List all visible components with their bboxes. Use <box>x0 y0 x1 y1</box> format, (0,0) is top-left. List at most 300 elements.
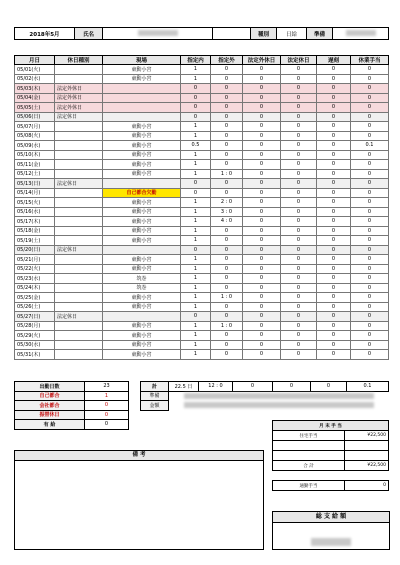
blank-cell <box>273 471 389 481</box>
cell-site: 東動小宮 <box>103 160 181 170</box>
cell-site <box>103 103 181 113</box>
kei-value: 0 <box>233 382 273 392</box>
cell-holiday <box>55 207 103 217</box>
blank-cell <box>273 441 345 451</box>
cell-d: 0 <box>281 122 317 132</box>
cell-holiday <box>55 302 103 312</box>
cell-e: 0 <box>317 74 351 84</box>
table-row <box>15 274 389 284</box>
cell-d: 0 <box>281 65 317 75</box>
cell-f: 0 <box>351 169 389 179</box>
column-header: 休日種別 <box>55 56 103 65</box>
cell-site: 東動小宮 <box>103 74 181 84</box>
cell-d: 0 <box>281 169 317 179</box>
cell-c: 0 <box>243 160 281 170</box>
cell-c: 0 <box>243 312 281 322</box>
cell-e: 0 <box>317 103 351 113</box>
cell-a: 1 <box>181 65 211 75</box>
table-row <box>15 340 389 350</box>
cell-site: 東動小宮 <box>103 340 181 350</box>
cell-b: 1 : 0 <box>211 321 243 331</box>
cell-a: 0 <box>181 112 211 122</box>
allowance-item-value: ¥22,500 <box>345 431 389 441</box>
cell-d: 0 <box>281 255 317 265</box>
cell-f: 0 <box>351 274 389 284</box>
cell-site: 筑巻 <box>103 283 181 293</box>
cell-e: 0 <box>317 340 351 350</box>
cell-date: 05/31(木) <box>15 350 55 360</box>
cell-f: 0 <box>351 179 389 189</box>
kei-value: 22.5 日 <box>169 382 199 392</box>
cell-f: 0 <box>351 93 389 103</box>
cell-date: 05/02(水) <box>15 74 55 84</box>
table-row <box>15 245 389 255</box>
cell-d: 0 <box>281 283 317 293</box>
cell-a: 0 <box>181 103 211 113</box>
cell-d: 0 <box>281 302 317 312</box>
cell-site: 東動小宮 <box>103 264 181 274</box>
remarks-title: 備 考 <box>15 451 263 461</box>
cell-holiday <box>55 131 103 141</box>
cell-c: 0 <box>243 331 281 341</box>
cell-b: 0 <box>211 65 243 75</box>
amt-label: 金額 <box>141 401 169 411</box>
cell-d: 0 <box>281 350 317 360</box>
cell-holiday: 法定外休日 <box>55 84 103 94</box>
redacted-name <box>138 30 178 36</box>
cell-holiday <box>55 169 103 179</box>
cell-site <box>103 179 181 189</box>
cell-a: 1 <box>181 255 211 265</box>
cell-b: 0 <box>211 245 243 255</box>
cell-a: 1 <box>181 236 211 246</box>
cell-e: 0 <box>317 226 351 236</box>
cell-date: 05/03(木) <box>15 84 55 94</box>
cell-date: 05/25(金) <box>15 293 55 303</box>
cell-f: 0 <box>351 131 389 141</box>
cell-e: 0 <box>317 122 351 132</box>
summary-label: 有 給 <box>15 420 85 430</box>
cell-f: 0 <box>351 160 389 170</box>
cell-c: 0 <box>243 141 281 151</box>
cell-holiday <box>55 226 103 236</box>
summary-label: 振替休日 <box>15 410 85 420</box>
cell-date: 05/16(水) <box>15 207 55 217</box>
cell-date: 05/08(火) <box>15 131 55 141</box>
cell-site: 東動小宮 <box>103 350 181 360</box>
summary-value: 1 <box>85 391 129 401</box>
cell-site: 筑巻 <box>103 274 181 284</box>
cell-site: 東動小宮 <box>103 198 181 208</box>
cell-holiday <box>55 340 103 350</box>
cell-e: 0 <box>317 302 351 312</box>
cell-site: 東動小宮 <box>103 131 181 141</box>
cell-c: 0 <box>243 74 281 84</box>
cell-f: 0.1 <box>351 141 389 151</box>
column-header: 指定外 <box>211 56 243 65</box>
cell-site <box>103 93 181 103</box>
cell-date: 05/07(月) <box>15 122 55 132</box>
cell-b: 3 : 0 <box>211 207 243 217</box>
cell-c: 0 <box>243 245 281 255</box>
kei-value: 0.1 <box>347 382 389 392</box>
cell-f: 0 <box>351 226 389 236</box>
kei-value: 12 : 0 <box>199 382 233 392</box>
cell-site: 東動小宮 <box>103 226 181 236</box>
cell-d: 0 <box>281 274 317 284</box>
cell-a: 1 <box>181 226 211 236</box>
cell-date: 05/04(金) <box>15 93 55 103</box>
cell-c: 0 <box>243 302 281 312</box>
cell-b: 1 : 0 <box>211 293 243 303</box>
cell-b: 1 : 0 <box>211 169 243 179</box>
cell-holiday <box>55 283 103 293</box>
summary-row <box>15 420 129 430</box>
summary-row <box>15 382 129 392</box>
cell-d: 0 <box>281 84 317 94</box>
cell-d: 0 <box>281 236 317 246</box>
allowance-item-label: 住宅手当 <box>273 431 345 441</box>
cell-holiday <box>55 274 103 284</box>
total-pay-title: 総 支 給 額 <box>273 512 389 523</box>
cell-d: 0 <box>281 331 317 341</box>
cell-b: 0 <box>211 302 243 312</box>
cell-b: 0 <box>211 141 243 151</box>
summary-row <box>15 410 129 420</box>
cell-d: 0 <box>281 74 317 84</box>
cell-b: 0 <box>211 255 243 265</box>
cell-e: 0 <box>317 236 351 246</box>
cell-d: 0 <box>281 293 317 303</box>
cell-f: 0 <box>351 188 389 198</box>
cell-e: 0 <box>317 274 351 284</box>
cell-c: 0 <box>243 198 281 208</box>
redacted-std <box>346 30 376 36</box>
cell-date: 05/06(日) <box>15 112 55 122</box>
cell-b: 0 <box>211 74 243 84</box>
cell-site: 東動小宮 <box>103 141 181 151</box>
cell-f: 0 <box>351 245 389 255</box>
cell-f: 0 <box>351 150 389 160</box>
cell-c: 0 <box>243 207 281 217</box>
cell-f: 0 <box>351 340 389 350</box>
cell-c: 0 <box>243 255 281 265</box>
table-row <box>15 312 389 322</box>
cell-b: 0 <box>211 93 243 103</box>
cell-holiday <box>55 236 103 246</box>
cell-a: 1 <box>181 264 211 274</box>
cell-date: 05/20(日) <box>15 245 55 255</box>
cell-e: 0 <box>317 188 351 198</box>
cell-site: 東動小宮 <box>103 331 181 341</box>
table-row <box>15 93 389 103</box>
cell-a: 1 <box>181 350 211 360</box>
cell-date: 05/24(木) <box>15 283 55 293</box>
cell-site <box>103 312 181 322</box>
cell-f: 0 <box>351 74 389 84</box>
column-header: 法定休日 <box>281 56 317 65</box>
table-row <box>15 255 389 265</box>
cell-a: 1 <box>181 302 211 312</box>
cell-b: 2 : 0 <box>211 198 243 208</box>
cell-holiday <box>55 198 103 208</box>
cell-c: 0 <box>243 226 281 236</box>
cell-site: 東動小宮 <box>103 150 181 160</box>
cell-b: 0 <box>211 331 243 341</box>
cell-d: 0 <box>281 150 317 160</box>
cell-e: 0 <box>317 160 351 170</box>
period: 2018年5月 <box>15 28 75 40</box>
cell-date: 05/18(金) <box>15 226 55 236</box>
cell-f: 0 <box>351 103 389 113</box>
cell-c: 0 <box>243 169 281 179</box>
cell-holiday: 法定休日 <box>55 245 103 255</box>
cell-c: 0 <box>243 84 281 94</box>
cell-b: 0 <box>211 340 243 350</box>
summary-row <box>15 391 129 401</box>
cell-e: 0 <box>317 198 351 208</box>
allowance-title: 月 末 手 当 <box>273 421 389 431</box>
cell-f: 0 <box>351 65 389 75</box>
cell-site: 東動小宮 <box>103 207 181 217</box>
cell-holiday <box>55 141 103 151</box>
table-row <box>15 150 389 160</box>
cell-b: 0 <box>211 283 243 293</box>
cell-holiday: 法定外休日 <box>55 103 103 113</box>
std-values <box>169 391 389 401</box>
cell-b: 0 <box>211 350 243 360</box>
cell-f: 0 <box>351 112 389 122</box>
cell-e: 0 <box>317 312 351 322</box>
cell-b: 0 <box>211 188 243 198</box>
cell-b: 0 <box>211 103 243 113</box>
cell-a: 0.5 <box>181 141 211 151</box>
summary-label: 出勤日数 <box>15 382 85 392</box>
name-value <box>103 28 213 40</box>
cell-a: 1 <box>181 131 211 141</box>
cell-holiday: 法定外休日 <box>55 93 103 103</box>
travel-label: 通勤手当 <box>273 481 345 491</box>
cell-date: 05/27(日) <box>15 312 55 322</box>
cell-a: 1 <box>181 160 211 170</box>
cell-holiday <box>55 188 103 198</box>
cell-a: 0 <box>181 188 211 198</box>
table-row <box>15 141 389 151</box>
cell-a: 1 <box>181 74 211 84</box>
redacted-std-values <box>184 393 374 399</box>
cell-e: 0 <box>317 150 351 160</box>
cell-b: 0 <box>211 150 243 160</box>
cell-c: 0 <box>243 122 281 132</box>
cell-site: 自己都合欠勤 <box>103 188 181 198</box>
cell-e: 0 <box>317 112 351 122</box>
cell-date: 05/14(月) <box>15 188 55 198</box>
cell-site: 東動小宮 <box>103 293 181 303</box>
cell-f: 0 <box>351 350 389 360</box>
cell-e: 0 <box>317 264 351 274</box>
cell-holiday: 法定休日 <box>55 179 103 189</box>
cell-holiday <box>55 150 103 160</box>
redacted-total-pay <box>311 538 351 546</box>
cell-d: 0 <box>281 112 317 122</box>
column-header: 遅刻 <box>317 56 351 65</box>
table-row <box>15 160 389 170</box>
cell-b: 0 <box>211 160 243 170</box>
cell-d: 0 <box>281 245 317 255</box>
cell-site <box>103 112 181 122</box>
column-header: 休業手当 <box>351 56 389 65</box>
cell-date: 05/11(金) <box>15 160 55 170</box>
cell-e: 0 <box>317 293 351 303</box>
redacted-amt-values <box>184 402 374 408</box>
cell-date: 05/29(火) <box>15 331 55 341</box>
cell-a: 0 <box>181 93 211 103</box>
cell-f: 0 <box>351 122 389 132</box>
blank-cell <box>345 441 389 451</box>
cell-b: 0 <box>211 274 243 284</box>
summary-value: 0 <box>85 420 129 430</box>
std-label: 準備 <box>307 28 333 40</box>
cell-c: 0 <box>243 264 281 274</box>
allowance-sum-value: ¥22,500 <box>345 461 389 471</box>
cell-f: 0 <box>351 321 389 331</box>
cell-a: 1 <box>181 283 211 293</box>
cell-f: 0 <box>351 84 389 94</box>
cell-d: 0 <box>281 198 317 208</box>
cell-f: 0 <box>351 236 389 246</box>
cell-c: 0 <box>243 103 281 113</box>
cell-c: 0 <box>243 65 281 75</box>
cell-e: 0 <box>317 331 351 341</box>
table-row <box>15 207 389 217</box>
blank-cell <box>345 451 389 461</box>
kei-value: 0 <box>311 382 347 392</box>
cell-holiday <box>55 74 103 84</box>
cell-site: 東動小宮 <box>103 321 181 331</box>
cell-site: 東動小宮 <box>103 236 181 246</box>
column-header: 月日 <box>15 56 55 65</box>
spacer-cell <box>213 28 251 40</box>
attendance-table <box>14 55 389 360</box>
cell-site: 東動小宮 <box>103 302 181 312</box>
cell-c: 0 <box>243 283 281 293</box>
summary-value: 23 <box>85 382 129 392</box>
type-label: 種別 <box>251 28 277 40</box>
cell-a: 0 <box>181 179 211 189</box>
column-header: 法定外休日 <box>243 56 281 65</box>
cell-c: 0 <box>243 150 281 160</box>
summary-table <box>14 381 129 430</box>
cell-date: 05/30(水) <box>15 340 55 350</box>
cell-d: 0 <box>281 226 317 236</box>
table-row <box>15 65 389 75</box>
cell-a: 0 <box>181 312 211 322</box>
cell-holiday <box>55 255 103 265</box>
std-label: 準備 <box>141 391 169 401</box>
table-row <box>15 188 389 198</box>
cell-f: 0 <box>351 217 389 227</box>
cell-c: 0 <box>243 350 281 360</box>
table-row <box>15 169 389 179</box>
cell-b: 0 <box>211 84 243 94</box>
cell-date: 05/22(火) <box>15 264 55 274</box>
table-row <box>15 331 389 341</box>
summary-label: 会社都合 <box>15 401 85 411</box>
cell-f: 0 <box>351 198 389 208</box>
cell-site <box>103 245 181 255</box>
cell-d: 0 <box>281 217 317 227</box>
column-header: 現場 <box>103 56 181 65</box>
cell-site: 東動小宮 <box>103 65 181 75</box>
cell-holiday <box>55 217 103 227</box>
allowance-sum-label: 合 計 <box>273 461 345 471</box>
cell-e: 0 <box>317 169 351 179</box>
cell-b: 0 <box>211 312 243 322</box>
summary-label: 自己都合 <box>15 391 85 401</box>
cell-c: 0 <box>243 293 281 303</box>
table-row <box>15 217 389 227</box>
cell-a: 1 <box>181 274 211 284</box>
cell-e: 0 <box>317 84 351 94</box>
cell-a: 0 <box>181 84 211 94</box>
cell-a: 1 <box>181 150 211 160</box>
totals-table <box>140 381 389 411</box>
table-row <box>15 131 389 141</box>
column-header: 指定内 <box>181 56 211 65</box>
cell-c: 0 <box>243 236 281 246</box>
table-row <box>15 198 389 208</box>
cell-holiday <box>55 350 103 360</box>
cell-e: 0 <box>317 245 351 255</box>
cell-f: 0 <box>351 312 389 322</box>
cell-holiday <box>55 264 103 274</box>
cell-holiday <box>55 321 103 331</box>
cell-d: 0 <box>281 321 317 331</box>
table-row <box>15 293 389 303</box>
table-row <box>15 236 389 246</box>
cell-date: 05/13(日) <box>15 179 55 189</box>
cell-e: 0 <box>317 93 351 103</box>
remarks-box <box>14 450 264 550</box>
cell-holiday: 法定休日 <box>55 112 103 122</box>
cell-f: 0 <box>351 264 389 274</box>
table-row <box>15 283 389 293</box>
cell-b: 0 <box>211 236 243 246</box>
cell-date: 05/21(月) <box>15 255 55 265</box>
table-row <box>15 264 389 274</box>
cell-c: 0 <box>243 340 281 350</box>
cell-a: 1 <box>181 198 211 208</box>
cell-a: 1 <box>181 207 211 217</box>
cell-e: 0 <box>317 350 351 360</box>
cell-b: 0 <box>211 226 243 236</box>
cell-date: 05/19(土) <box>15 236 55 246</box>
table-row <box>15 103 389 113</box>
table-row <box>15 179 389 189</box>
blank-cell <box>273 451 345 461</box>
allowance-table <box>272 420 389 491</box>
cell-a: 1 <box>181 293 211 303</box>
cell-a: 1 <box>181 217 211 227</box>
cell-c: 0 <box>243 274 281 284</box>
cell-d: 0 <box>281 264 317 274</box>
table-row <box>15 122 389 132</box>
cell-d: 0 <box>281 103 317 113</box>
table-row <box>15 350 389 360</box>
total-pay-box <box>272 511 390 550</box>
cell-d: 0 <box>281 312 317 322</box>
cell-b: 4 : 0 <box>211 217 243 227</box>
